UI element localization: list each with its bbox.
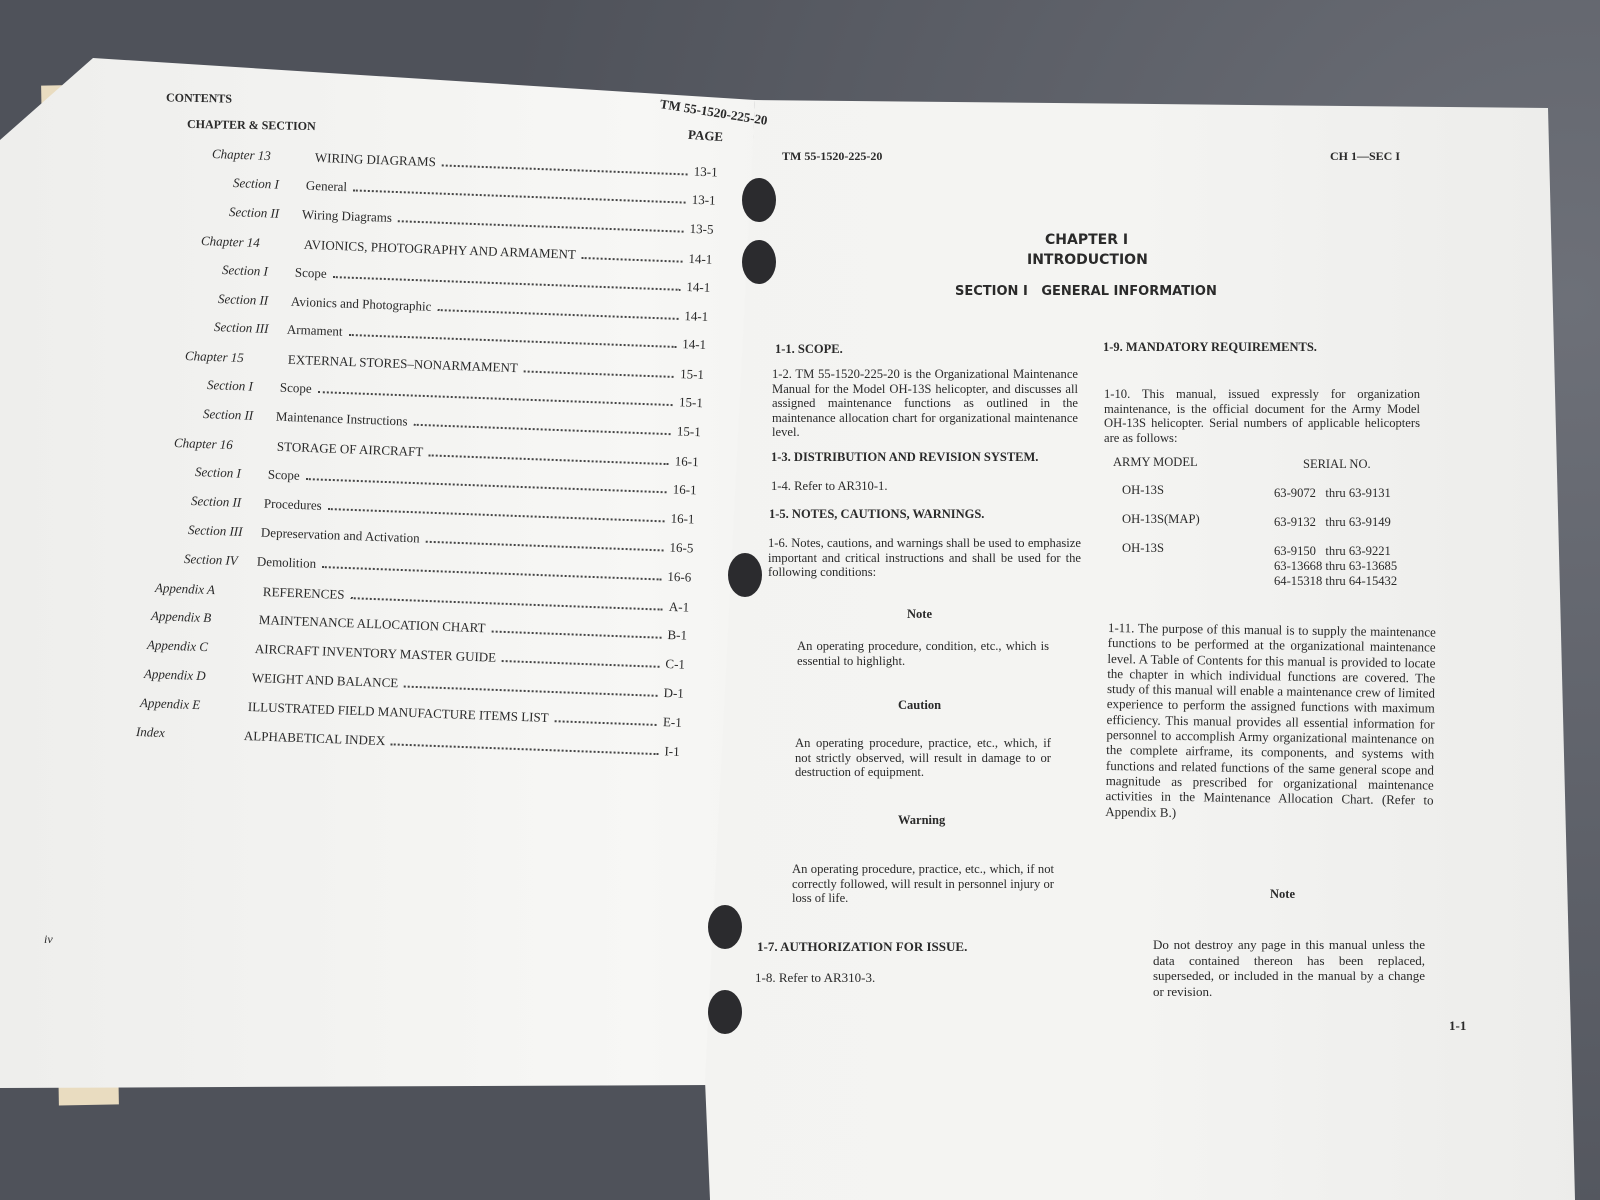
table-model: OH-13S(MAP) [1122, 512, 1200, 526]
heading-1-3: 1-3. DISTRIBUTION AND REVISION SYSTEM. [771, 450, 1039, 464]
caution-text: An operating procedure, practice, etc., which, if not strictly observed, will result in damage to or destruction of equipment. [795, 736, 1051, 779]
paragraph-1-2: 1-2. TM 55-1520-225-20 is the Organizational Maintenance Manual for the Model OH-13S helicopter, and discusses all assigned maintenance functions as outlined in the maintenance allocation chart for organizational maintenance level. [772, 367, 1078, 439]
toc-title: EXTERNAL STORES–NONARMAMENT [288, 352, 519, 376]
heading-1-7: 1-7. AUTHORIZATION FOR ISSUE. [757, 939, 968, 954]
toc-label: Appendix A [154, 579, 216, 597]
toc-label: Section I [221, 261, 268, 279]
toc-label: Section III [213, 319, 269, 337]
note-title: Note [907, 607, 932, 621]
contents-header: CONTENTS [165, 90, 233, 106]
binding-hole [742, 240, 776, 284]
toc-page: 14-1 [682, 336, 707, 353]
section-heading: SECTION I GENERAL INFORMATION [955, 284, 1217, 299]
toc-title: General [305, 177, 348, 195]
toc-label: Section I [194, 463, 242, 481]
toc-label: Section III [187, 521, 243, 539]
dot-leader [524, 371, 674, 379]
toc-page: 15-1 [680, 366, 705, 383]
table-serial: 63-9132 thru 63-9149 [1274, 515, 1391, 529]
paragraph-1-8: 1-8. Refer to AR310-3. [755, 970, 876, 985]
table-header-model: ARMY MODEL [1113, 455, 1198, 469]
paragraph-1-10: 1-10. This manual, issued expressly for organization maintenance, is the official document for the Army Model OH-13S helicopter. Serial numbers of applicable helicopters are as follows: [1104, 387, 1420, 445]
toc-label: Section II [229, 203, 280, 221]
toc-page: 16-6 [666, 568, 692, 585]
binding-hole [728, 553, 762, 597]
table-serial: 64-15318 thru 64-15432 [1274, 574, 1398, 588]
toc-label: Appendix C [147, 637, 209, 655]
toc-page: E-1 [662, 714, 682, 730]
page-column-header: PAGE [687, 126, 724, 145]
toc-label: Appendix B [150, 608, 212, 626]
binding-hole [708, 990, 742, 1034]
toc-page: 16-1 [672, 481, 698, 498]
dot-leader [502, 660, 659, 668]
toc-label: Chapter 13 [211, 146, 272, 164]
toc-title: ALPHABETICAL INDEX [243, 727, 386, 749]
toc-title: ILLUSTRATED FIELD MANUFACTURE ITEMS LIST [247, 699, 549, 726]
heading-1-5: 1-5. NOTES, CAUTIONS, WARNINGS. [769, 507, 985, 521]
toc-page: C-1 [665, 656, 686, 673]
toc-label: Index [135, 724, 166, 741]
paragraph-1-6: 1-6. Notes, cautions, and warnings shall be used to emphasize important and critical instructions and shall be used for the following conditions: [768, 536, 1081, 579]
dot-leader [554, 720, 656, 726]
toc-page: 13-1 [693, 163, 718, 180]
binding-hole [742, 178, 776, 222]
toc-title: Procedures [264, 495, 323, 513]
right-folio: 1-1 [1449, 1018, 1467, 1033]
toc-label: Appendix D [143, 666, 206, 684]
note2-text: Do not destroy any page in this manual unless the data contained thereon has been replaced, superseded, or included in the manual by a change or revision. [1153, 937, 1425, 999]
toc-page: I-1 [664, 743, 680, 759]
toc-title: STORAGE OF AIRCRAFT [276, 438, 424, 460]
warning-title: Warning [898, 813, 946, 827]
table-serial: 63-13668 thru 63-13685 [1274, 559, 1398, 573]
paragraph-1-11: 1-11. The purpose of this manual is to supply the maintenance functions to be performed at the organizational maintenance level. A Table of Contents for this manual is provided to locate the chapter in which individual functions are covered. The study of this manual will enable a maintenance crew of limited experience to perform the assigned functions with maximum efficiency. This manual provides all essential information for personnel to accomplish Army organizational maintenance on the complete airframe, its components, and systems with functions and related functions of the same general scope and magnitude as prescribed for organizational maintenance activities in the Maintenance Allocation Chart. (Refer to Appendix B.) [1105, 620, 1436, 820]
binding-hole [708, 905, 742, 949]
table-model: OH-13S [1122, 541, 1164, 555]
toc-label: Section I [206, 377, 253, 394]
toc-page: 15-1 [678, 394, 703, 411]
heading-1-1: 1-1. SCOPE. [775, 342, 843, 356]
toc-label: Chapter 15 [185, 348, 245, 366]
toc-title: REFERENCES [262, 583, 345, 602]
dot-leader [581, 257, 682, 263]
toc-page: 16-1 [674, 453, 699, 470]
toc-title: AVIONICS, PHOTOGRAPHY AND ARMAMENT [303, 236, 576, 262]
toc-title: Demolition [256, 553, 317, 571]
toc-page: 14-1 [687, 250, 713, 267]
toc-title: Scope [279, 379, 312, 397]
chapter-heading: CHAPTER I [1045, 232, 1129, 248]
paragraph-1-4: 1-4. Refer to AR310-1. [771, 479, 888, 493]
toc-page: 16-1 [670, 510, 696, 527]
toc-title: Maintenance Instructions [275, 408, 408, 429]
toc-label: Chapter 16 [173, 435, 234, 453]
heading-1-9: 1-9. MANDATORY REQUIREMENTS. [1103, 340, 1317, 354]
toc-title: Scope [294, 264, 327, 281]
toc-page: 14-1 [685, 278, 711, 295]
toc-title: AIRCRAFT INVENTORY MASTER GUIDE [255, 641, 497, 666]
toc-page: 13-1 [691, 191, 717, 208]
right-doc-number: TM 55-1520-225-20 [782, 149, 883, 163]
toc-title: Scope [267, 466, 301, 483]
toc-label: Section II [191, 492, 242, 510]
table-serial: 63-9150 thru 63-9221 [1274, 544, 1391, 558]
table-serial: 63-9072 thru 63-9131 [1274, 486, 1391, 500]
toc-page: 13-5 [689, 220, 715, 237]
toc-title: WIRING DIAGRAMS [314, 149, 437, 170]
caution-title: Caution [898, 698, 942, 712]
toc-title: Armament [286, 322, 343, 340]
toc-label: Appendix E [139, 695, 201, 713]
toc-title: Depreservation and Activation [260, 524, 420, 546]
note2-title: Note [1270, 887, 1295, 901]
note-text: An operating procedure, condition, etc., which is essential to highlight. [797, 639, 1049, 668]
toc-title: Avionics and Photographic [290, 293, 432, 314]
table-header-serial: SERIAL NO. [1303, 457, 1371, 471]
toc-page: B-1 [667, 627, 688, 644]
left-folio: iv [44, 932, 53, 946]
toc-label: Section II [217, 290, 269, 308]
toc-label: Section II [202, 406, 254, 423]
toc-title: MAINTENANCE ALLOCATION CHART [258, 612, 486, 636]
running-head: CH 1—SEC I [1330, 149, 1401, 163]
toc-page: 14-1 [684, 307, 709, 324]
table-model: OH-13S [1122, 483, 1164, 497]
toc-title: WEIGHT AND BALANCE [251, 670, 399, 691]
left-doc-number: TM 55-1520-225-20 [658, 96, 769, 128]
toc-title: Wiring Diagrams [302, 206, 393, 225]
toc-label: Section IV [183, 550, 238, 568]
toc-label: Section I [232, 174, 280, 192]
toc-label: Chapter 14 [200, 232, 260, 250]
chapter-title: INTRODUCTION [1027, 252, 1148, 268]
toc-page: 16-5 [668, 539, 694, 556]
warning-text: An operating procedure, practice, etc., which, if not correctly followed, will result in personnel injury or loss of life. [792, 862, 1054, 905]
toc-page: D-1 [662, 685, 684, 701]
toc-page: A-1 [668, 598, 690, 615]
toc-page: 15-1 [676, 423, 701, 440]
chapter-section-header: CHAPTER & SECTION [186, 116, 316, 134]
